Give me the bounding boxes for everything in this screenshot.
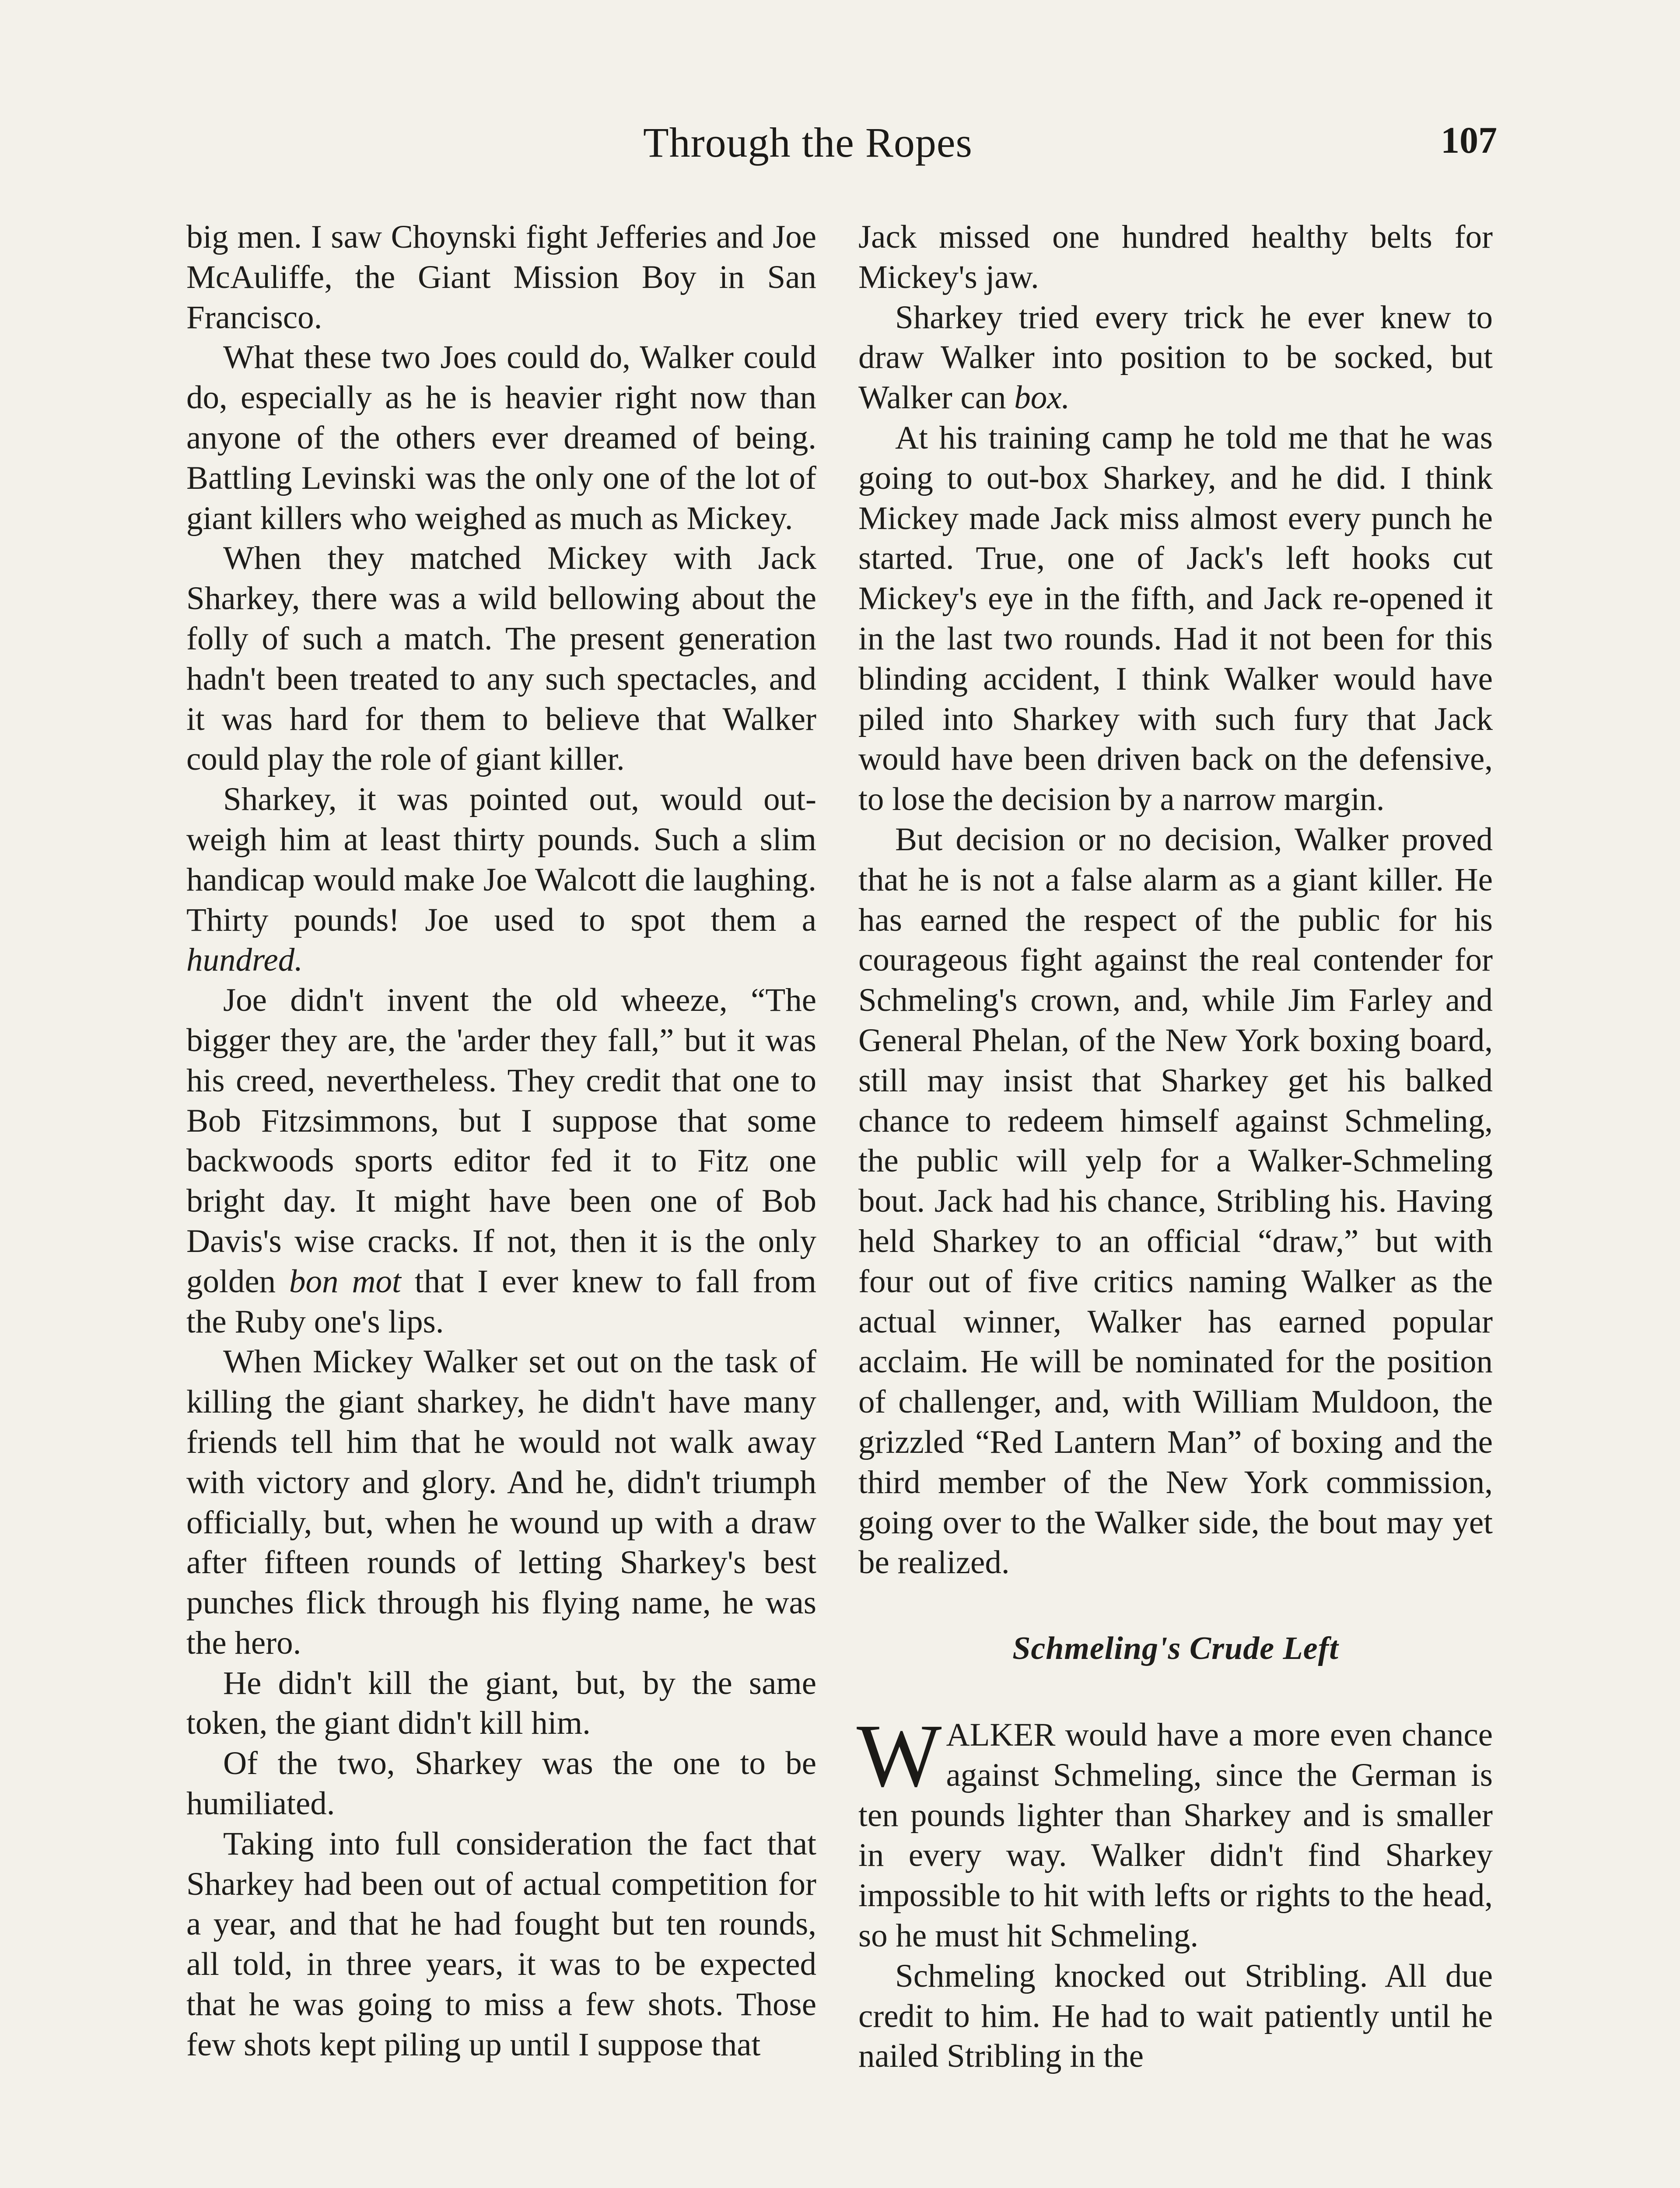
paragraph [857, 1705, 1493, 1956]
paragraph: big men. I saw Choynski fight Jefferies and Joe McAuliffe, the Giant Mission Boy in San Francisco. [186, 219, 816, 336]
paragraph [186, 980, 816, 1342]
drop-cap: W [857, 1705, 942, 1806]
paragraph-text: ALKER would have a more even chance against Schmeling, since the German is ten pounds lighter than Sharkey and is smaller in every way. Walker didn't find Sharkey impossible to hit with lefts or rights to the head, so he must hit Schmeling. [858, 1717, 1493, 1954]
paragraph: When Mickey Walker set out on the task of killing the giant sharkey, he didn't have many friends tell him that he would not walk away with victory and glory. And he, didn't triumph officially, but, when he wound up with a draw after fifteen rounds of letting Sharkey's best punches flick through his flying name, he was the hero. [186, 1343, 816, 1661]
paragraph [186, 779, 816, 980]
paragraph-text: Sharkey, it was pointed out, would out-weigh him at least thirty pounds. Such a slim handicap would make Joe Walcott die laughing. Thirty pounds! Joe used to spot them a [186, 781, 816, 938]
running-title: Through the Ropes [643, 119, 973, 166]
paragraph: But decision or no decision, Walker proved that he is not a false alarm as a giant killer. He has earned the respect of the public for his courageous fight against the real contender for Schmeling's crown, and, while Jim Farley and General Phelan, of the New York boxing board, still may insist that Sharkey get his balked chance to redeem himself against Schmeling, the public will yelp for a Walker-Schmeling bout. Jack had his chance, Stribling his. Having held Sharkey to an official “draw,” but with four out of five critics naming Walker as the actual winner, Walker has earned popular acclaim. He will be nominated for the position of challenger, and, with William Muldoon, the grizzled “Red Lantern Man” of boxing and the third member of the New York commission, going over to the Walker side, the bout may yet be realized. [858, 821, 1493, 1581]
paragraph-text: that I ever knew to fall from the Ruby one's lips. [186, 1263, 816, 1340]
right-column [858, 217, 1493, 2076]
italic-text: hundred. [186, 942, 303, 978]
left-column [186, 217, 816, 2065]
italic-text: bon mot [289, 1263, 401, 1300]
paragraph-text: Joe didn't invent the old wheeze, “The bigger they are, the 'arder they fall,” but it was his creed, nevertheless. They credit that one to Bob Fitzsimmons, but I suppose that some backwoods sports editor fed it to Fitz one bright day. It might have been one of Bob Davis's wise cracks. If not, then it is the only golden [186, 982, 816, 1300]
paragraph: What these two Joes could do, Walker could do, especially as he is heavier right now than anyone of the others ever dreamed of being. Battling Levinski was the only one of the lot of giant killers who weighed as much as Mickey. [186, 339, 816, 536]
page-number: 107 [1441, 119, 1497, 161]
italic-text: box. [1014, 379, 1070, 416]
paragraph: At his training camp he told me that he was going to out-box Sharkey, and he did. I think Mickey made Jack miss almost every punch he started. True, one of Jack's left hooks cut Mickey's eye in the fifth, and Jack re-opened it in the last two rounds. Had it not been for this blinding accident, I think Walker would have piled into Sharkey with such fury that Jack would have been driven back on the defensive, to lose the decision by a narrow margin. [858, 419, 1493, 818]
section-subheading: Schmeling's Crude Left [1012, 1630, 1339, 1667]
paragraph: Taking into full consideration the fact that Sharkey had been out of actual competition for a year, and that he had fought but ten rounds, all told, in three years, it was to be expected that he was going to miss a few shots. Those few shots kept piling up until I suppose that [186, 1825, 816, 2063]
paragraph: Jack missed one hundred healthy belts for Mickey's jaw. [858, 219, 1493, 295]
paragraph: When they matched Mickey with Jack Sharkey, there was a wild bellowing about the folly of such a match. The present generation hadn't been treated to any such spectacles, and it was hard for them to believe that Walker could play the role of giant killer. [186, 540, 816, 778]
paragraph-text: Sharkey tried every trick he ever knew to draw Walker into position to be socked, but Walker can [858, 299, 1493, 416]
paragraph: Schmeling knocked out Stribling. All due credit to him. He had to wait patiently until he nailed Stribling in the [858, 1957, 1493, 2075]
paragraph: Of the two, Sharkey was the one to be humiliated. [186, 1745, 816, 1822]
page-header [0, 118, 1680, 179]
paragraph: He didn't kill the giant, but, by the same token, the giant didn't kill him. [186, 1665, 816, 1742]
paragraph [858, 298, 1493, 418]
